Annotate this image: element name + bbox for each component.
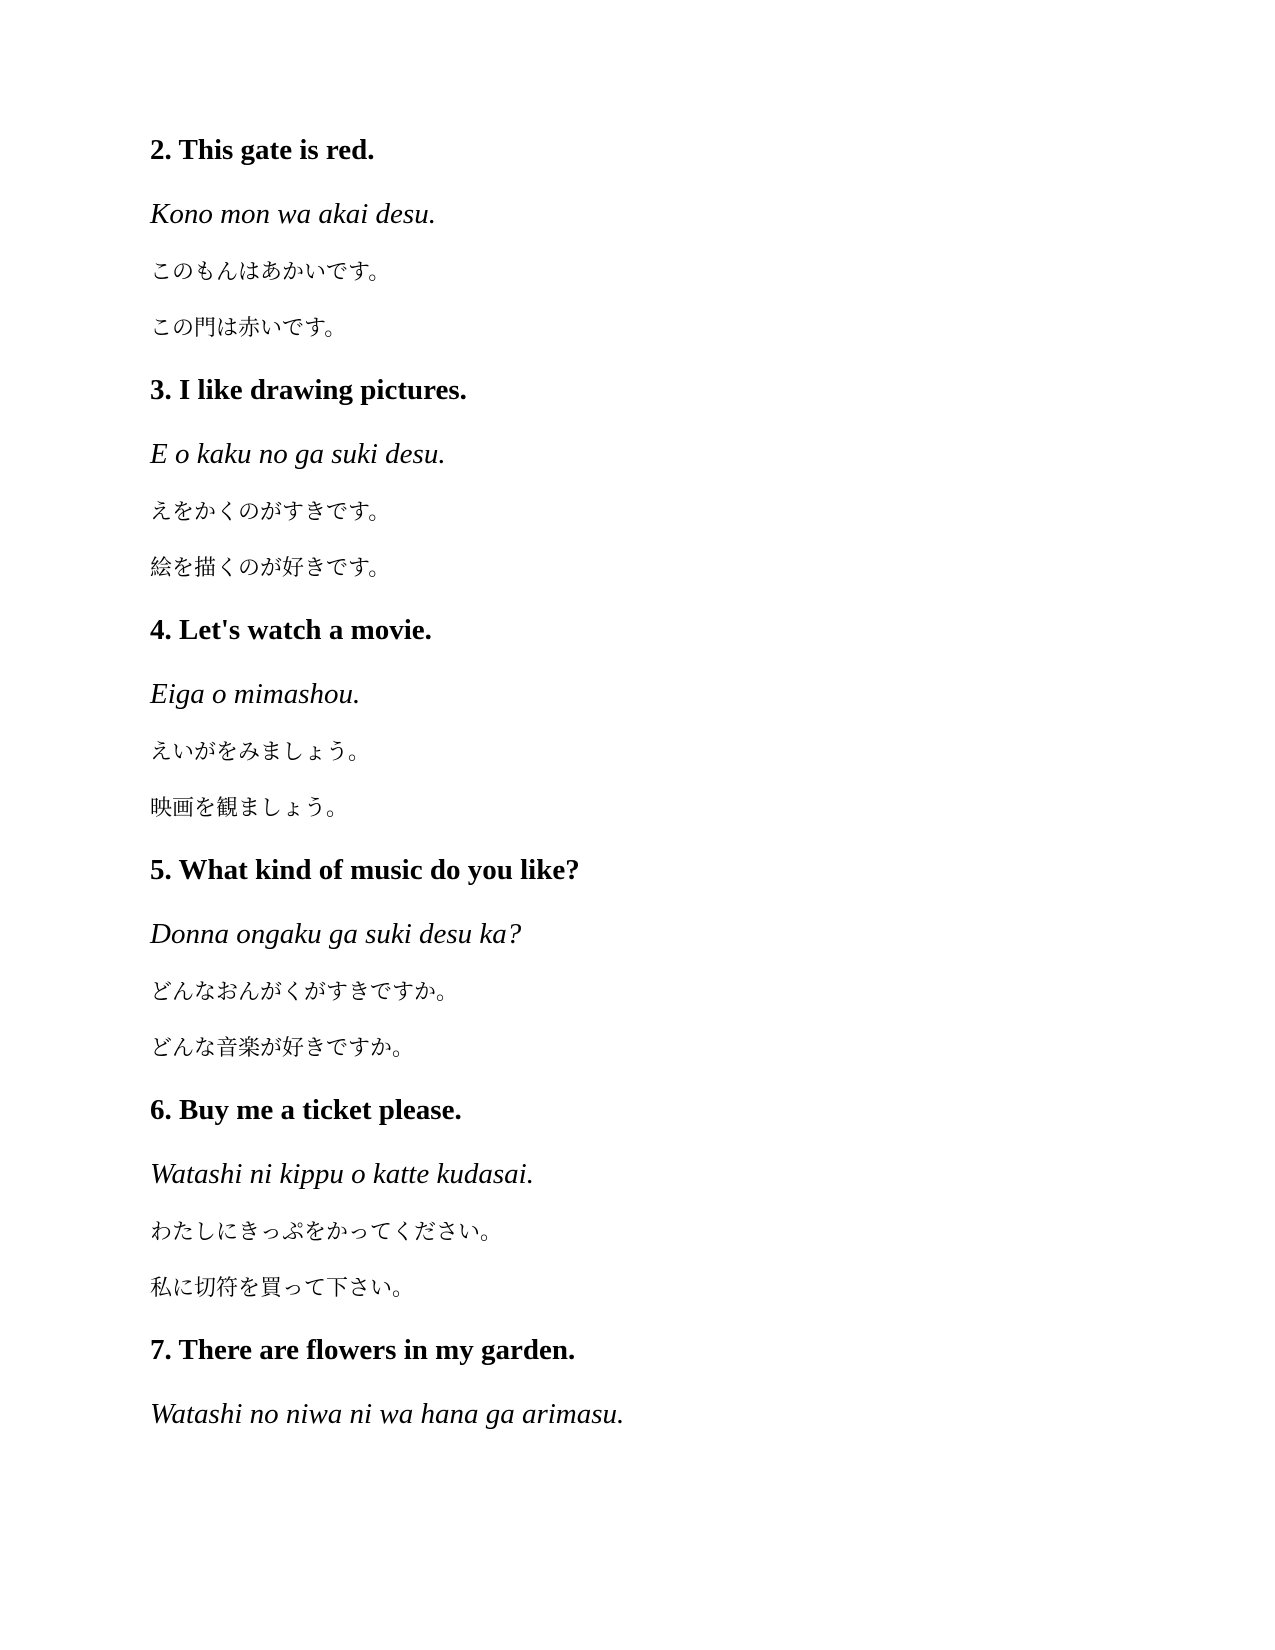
romaji-sentence: Watashi no niwa ni wa hana ga arimasu. xyxy=(150,1398,625,1430)
english-sentence: 5. What kind of music do you like? xyxy=(150,854,580,886)
kanji-sentence: 私に切符を買って下さい。 xyxy=(150,1276,415,1301)
english-sentence: 4. Let's watch a movie. xyxy=(150,614,432,646)
phrase-entry-6 xyxy=(150,1090,1150,1304)
hiragana-sentence: どんなおんがくがすきですか。 xyxy=(150,980,459,1005)
kanji-sentence: 絵を描くのが好きです。 xyxy=(150,556,391,581)
romaji-sentence: Eiga o mimashou. xyxy=(150,678,361,710)
hiragana-sentence: わたしにきっぷをかってください。 xyxy=(150,1220,503,1245)
english-sentence: 3. I like drawing pictures. xyxy=(150,374,467,406)
hiragana-sentence: このもんはあかいです。 xyxy=(150,260,391,285)
romaji-sentence: E o kaku no ga suki desu. xyxy=(150,438,446,470)
kanji-sentence: 映画を観ましょう。 xyxy=(150,796,349,821)
english-sentence: 6. Buy me a ticket please. xyxy=(150,1094,462,1126)
english-sentence: 7. There are flowers in my garden. xyxy=(150,1334,576,1366)
english-sentence: 2. This gate is red. xyxy=(150,134,375,166)
phrase-entry-5 xyxy=(150,850,1150,1064)
romaji-sentence: Kono mon wa akai desu. xyxy=(150,198,436,230)
kanji-sentence: この門は赤いです。 xyxy=(150,316,347,341)
kanji-sentence: どんな音楽が好きですか。 xyxy=(150,1036,415,1061)
romaji-sentence: Watashi ni kippu o katte kudasai. xyxy=(150,1158,534,1190)
phrase-entry-3 xyxy=(150,370,1150,584)
romaji-sentence: Donna ongaku ga suki desu ka? xyxy=(150,918,522,950)
document-page xyxy=(150,130,1150,1434)
hiragana-sentence: えをかくのがすきです。 xyxy=(150,500,391,525)
hiragana-sentence: えいがをみましょう。 xyxy=(150,740,371,765)
phrase-entry-4 xyxy=(150,610,1150,824)
phrase-entry-7 xyxy=(150,1330,1150,1434)
phrase-entry-2 xyxy=(150,130,1150,344)
